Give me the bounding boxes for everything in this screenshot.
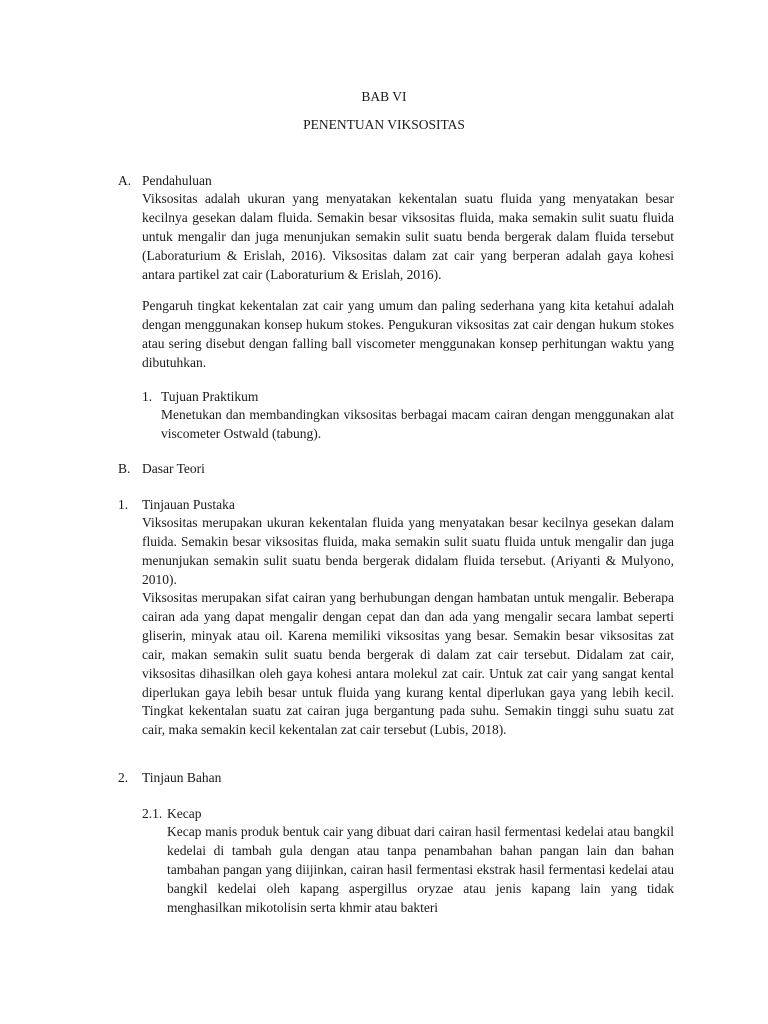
tinjauan-bahan-heading: Tinjaun Bahan	[142, 770, 222, 785]
section-a-paragraph-1: Viksositas adalah ukuran yang menyatakan kekentalan suatu fluida yang menyatakan besar kecilnya gesekan dalam fluida. Semakin besar viksositas fluida, maka semakin sulit suatu fluida untuk mengalir dan juga menunjukan semakin sulit suatu benda bergerak dalam fluida tersebut (Laboraturium & Erislah, 2016). Viksositas dalam zat cair yang berperan adalah gaya kohesi antara partikel zat cair (Laboraturium & Erislah, 2016).	[142, 191, 674, 282]
tinjauan-pustaka-paragraph-1: Viksositas merupakan ukuran kekentalan fluida yang menyatakan besar kecilnya gesekan dalam fluida. Semakin besar viksositas fluida, maka semakin sulit suatu fluida untuk mengalir dan juga menunjukan semakin sulit suatu benda bergerak didalam fluida tersebut. (Ariyanti & Mulyono, 2010).	[142, 515, 674, 587]
subsection-1-heading: Tujuan Praktikum	[161, 389, 259, 404]
chapter-subtitle: PENENTUAN VIKSOSITAS	[303, 117, 465, 132]
tinjauan-bahan-marker: 2.	[118, 770, 129, 785]
kecap-marker: 2.1.	[142, 806, 163, 821]
subsection-1-marker: 1.	[142, 389, 153, 404]
section-a-heading: Pendahuluan	[142, 173, 212, 188]
section-a-paragraph-2: Pengaruh tingkat kekentalan zat cair yang umum dan paling sederhana yang kita ketahui adalah dengan menggunakan konsep hukum stokes. Pengukuran viksositas zat cair dengan hukum stokes atau sering disebut dengan falling ball viscometer menggunakan konsep perhitungan waktu yang dibutuhkan.	[142, 298, 674, 370]
section-b-heading: Dasar Teori	[142, 461, 205, 476]
section-a-marker: A.	[118, 173, 132, 188]
kecap-paragraph: Kecap manis produk bentuk cair yang dibuat dari cairan hasil fermentasi kedelai atau bangkil kedelai di tambah gula dengan atau tanpa penambahan bahan pangan lain dan bahan tambahan pangan yang diijinkan, cairan hasil fermentasi ekstrak hasil fermentasi kedelai atau bangkil kedelai oleh kapang aspergillus oryzae atau jenis kapang lain yang tidak menghasilkan mikotolisin serta khmir atau bakteri	[167, 824, 674, 915]
kecap-heading: Kecap	[167, 806, 202, 821]
tinjauan-pustaka-marker: 1.	[118, 497, 129, 512]
chapter-title: BAB VI	[361, 89, 407, 104]
tinjauan-pustaka-paragraph-2: Viksositas merupakan sifat cairan yang berhubungan dengan hambatan untuk mengalir. Beberapa cairan ada yang dapat mengalir dengan cepat dan dan ada yang mengalir secara lambat seperti gliserin, minyak atau oil. Karena memiliki viksositas yang besar. Semakin besar viksositas zat cair, makan semakin sulit suatu benda bergerak di dalam zat cair tersebut. Didalam zat cair, viksositas dihasilkan oleh gaya kohesi antara molekul zat cair. Untuk zat cair yang sangat kental diperlukan gaya lebih besar untuk fluida yang kurang kental diperlukan gaya yang lebih kecil. Tingkat kekentalan suatu zat cairan juga bergantung pada suhu. Semakin tinggi suhu suatu zat cair, maka semakin kecil kekentalan zat cair tersebut (Lubis, 2018).	[142, 590, 674, 738]
section-b-marker: B.	[118, 461, 131, 476]
subsection-1-paragraph: Menetukan dan membandingkan viksositas berbagai macam cairan dengan menggunakan alat viscometer Ostwald (tabung).	[161, 407, 674, 441]
tinjauan-pustaka-heading: Tinjauan Pustaka	[142, 497, 235, 512]
